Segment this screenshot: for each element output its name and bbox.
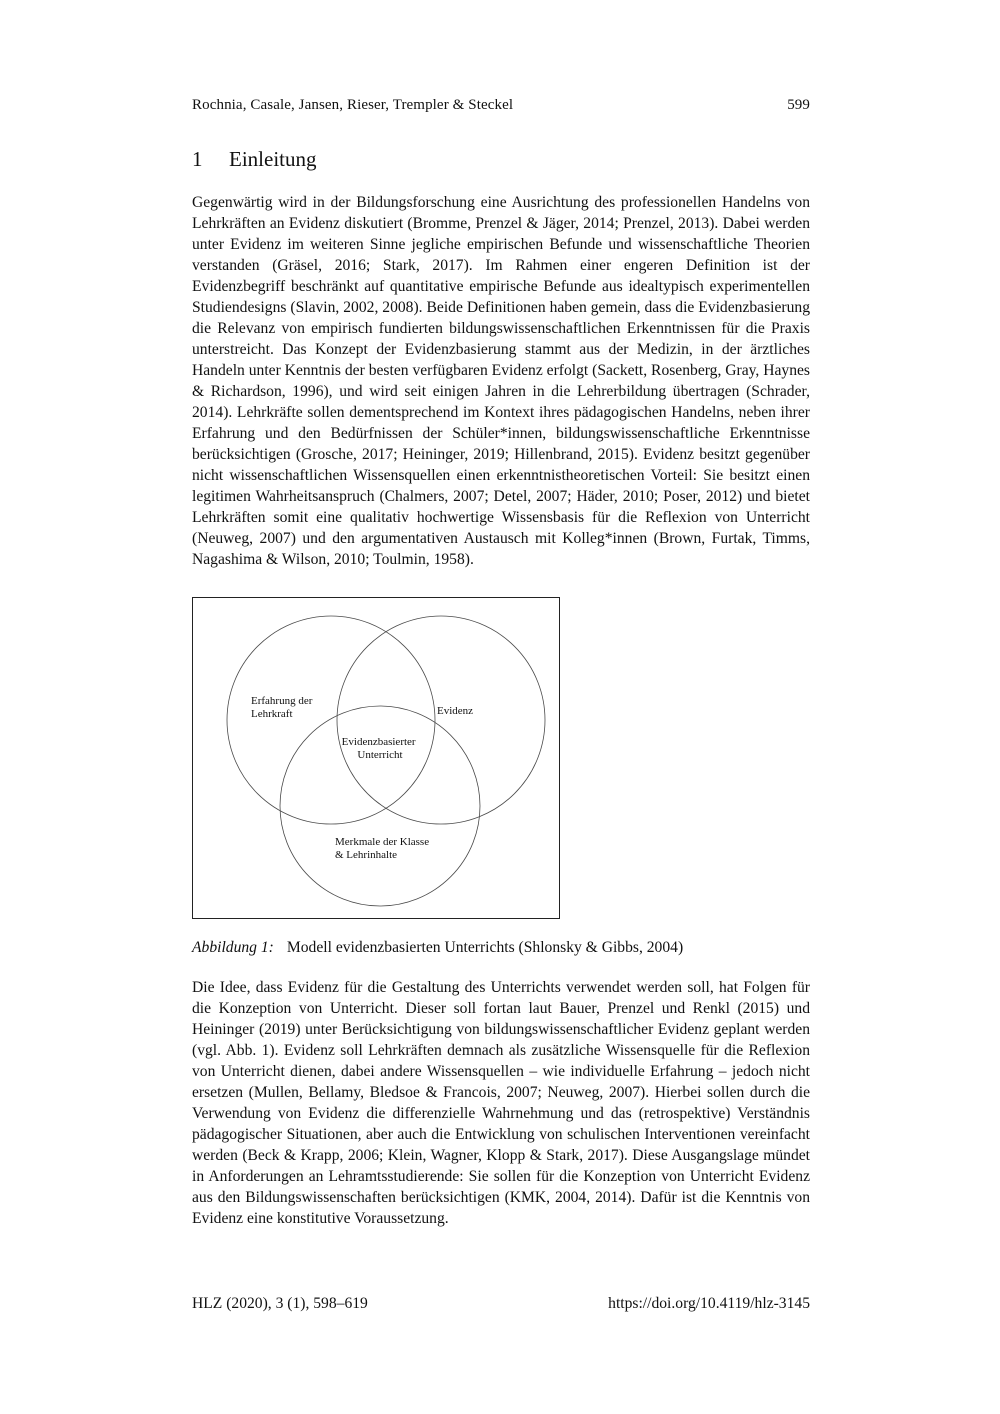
section-number: 1 [192, 147, 203, 171]
page-footer [192, 1295, 810, 1313]
venn-label-center: Evidenzbasierter Unterricht [341, 736, 416, 761]
figure-box [192, 597, 560, 919]
figure-caption [192, 939, 810, 957]
venn-diagram [193, 598, 559, 918]
figure-caption-label: Abbildung 1: [192, 939, 274, 956]
venn-label-evidenz: Evidenz [436, 705, 474, 717]
section-title: Einleitung [229, 147, 317, 171]
page-number: 599 [787, 97, 810, 113]
paragraph-introduction-2: Die Idee, dass Evidenz für die Gestaltung des Unterrichts verwendet werden soll, hat Folgen für die Konzeption von Unterricht. Dieser soll fortan laut Bauer, Prenzel und Renkl (2015) und Heininger (2019) unter Berücksichtigung von bildungswissenschaftlicher Evidenz geplant werden (vgl. Abb. 1). Evidenz soll Lehrkräften demnach als zusätzliche Wissensquelle für die Reflexion von Unterricht dienen, dabei andere Wissensquellen – wie individuelle Erfahrung – jedoch nicht ersetzen (Mullen, Bellamy, Bledsoe & Francois, 2007; Neuweg, 2007). Hierbei sollen durch die Verwendung von Evidenz die differenzielle Wahrnehmung und das (retrospektive) Verständnis pädagogischer Situationen, aber auch die Entwicklung von schulischen Interventionen vereinfacht werden (Beck & Krapp, 2006; Klein, Wagner, Klopp & Stark, 2017). Diese Ausgangslage mündet in Anforderungen an Lehramtsstudierende: Sie sollen für die Konzeption von Unterricht Evidenz aus den Bildungswissenschaften berücksichtigen (KMK, 2004, 2014). Dafür ist die Kenntnis von Evidenz eine konstitutive Voraussetzung. [192, 979, 810, 1227]
venn-circle-erfahrung [227, 616, 435, 824]
footer-doi-link[interactable]: https://doi.org/10.4119/hlz-3145 [608, 1295, 810, 1312]
running-head-authors: Rochnia, Casale, Jansen, Rieser, Trempler & Steckel [192, 97, 514, 113]
venn-label-erfahrung: Erfahrung der Lehrkraft [251, 695, 313, 720]
venn-label-merkmale: Merkmale der Klasse & Lehrinhalte [335, 836, 430, 861]
section-heading [192, 147, 810, 172]
running-head [192, 97, 810, 114]
footer-journal-info: HLZ (2020), 3 (1), 598–619 [192, 1295, 368, 1312]
paragraph-introduction-1: Gegenwärtig wird in der Bildungsforschung eine Ausrichtung des professionellen Handelns von Lehrkräften an Evidenz diskutiert (Bromme, Prenzel & Jäger, 2014; Prenzel, 2013). Dabei werden unter Evidenz im weiteren Sinne jegliche empirischen Befunde und wissenschaftliche Theorien verstanden (Gräsel, 2016; Stark, 2017). Im Rahmen einer engeren Definition ist der Evidenzbegriff beschränkt auf quantitative empirische Befunde aus idealtypisch experimentellen Studiendesigns (Slavin, 2002, 2008). Beide Definitionen haben gemein, dass die Evidenzbasierung die Relevanz von empirisch fundierten bildungswissenschaftlichen Erkenntnissen für die Praxis unterstreicht. Das Konzept der Evidenzbasierung stammt aus der Medizin, in der ärztliches Handeln unter Kenntnis der besten verfügbaren Evidenz erfolgt (Sackett, Rosenberg, Gray, Haynes & Richardson, 1996), und wird seit einigen Jahren in die Lehrerbildung übertragen (Schrader, 2014). Lehrkräfte sollen dementsprechend im Kontext ihres pädagogischen Handelns, neben ihrer Erfahrung und den Bedürfnissen der Schüler*innen, bildungswissenschaftliche Erkenntnisse berücksichtigen (Grosche, 2017; Heininger, 2019; Hillenbrand, 2015). Evidenz besitzt gegenüber nicht wissenschaftlichen Wissensquellen einen erkenntnistheoretischen Vorteil: Sie besitzt einen legitimen Wahrheitsanspruch (Chalmers, 2007; Detel, 2007; Häder, 2010; Poser, 2012) und bietet Lehrkräften somit eine qualitativ hochwertige Wissensbasis für die Reflexion von Unterricht (Neuweg, 2007) und den argumentativen Austausch mit Kolleg*innen (Brown, Furtak, Timms, Nagashima & Wilson, 2010; Toulmin, 1958). [192, 194, 810, 568]
figure-1 [192, 597, 810, 957]
venn-circle-evidenz [337, 616, 545, 824]
figure-caption-text: Modell evidenzbasierten Unterrichts (Shlonsky & Gibbs, 2004) [286, 939, 684, 956]
